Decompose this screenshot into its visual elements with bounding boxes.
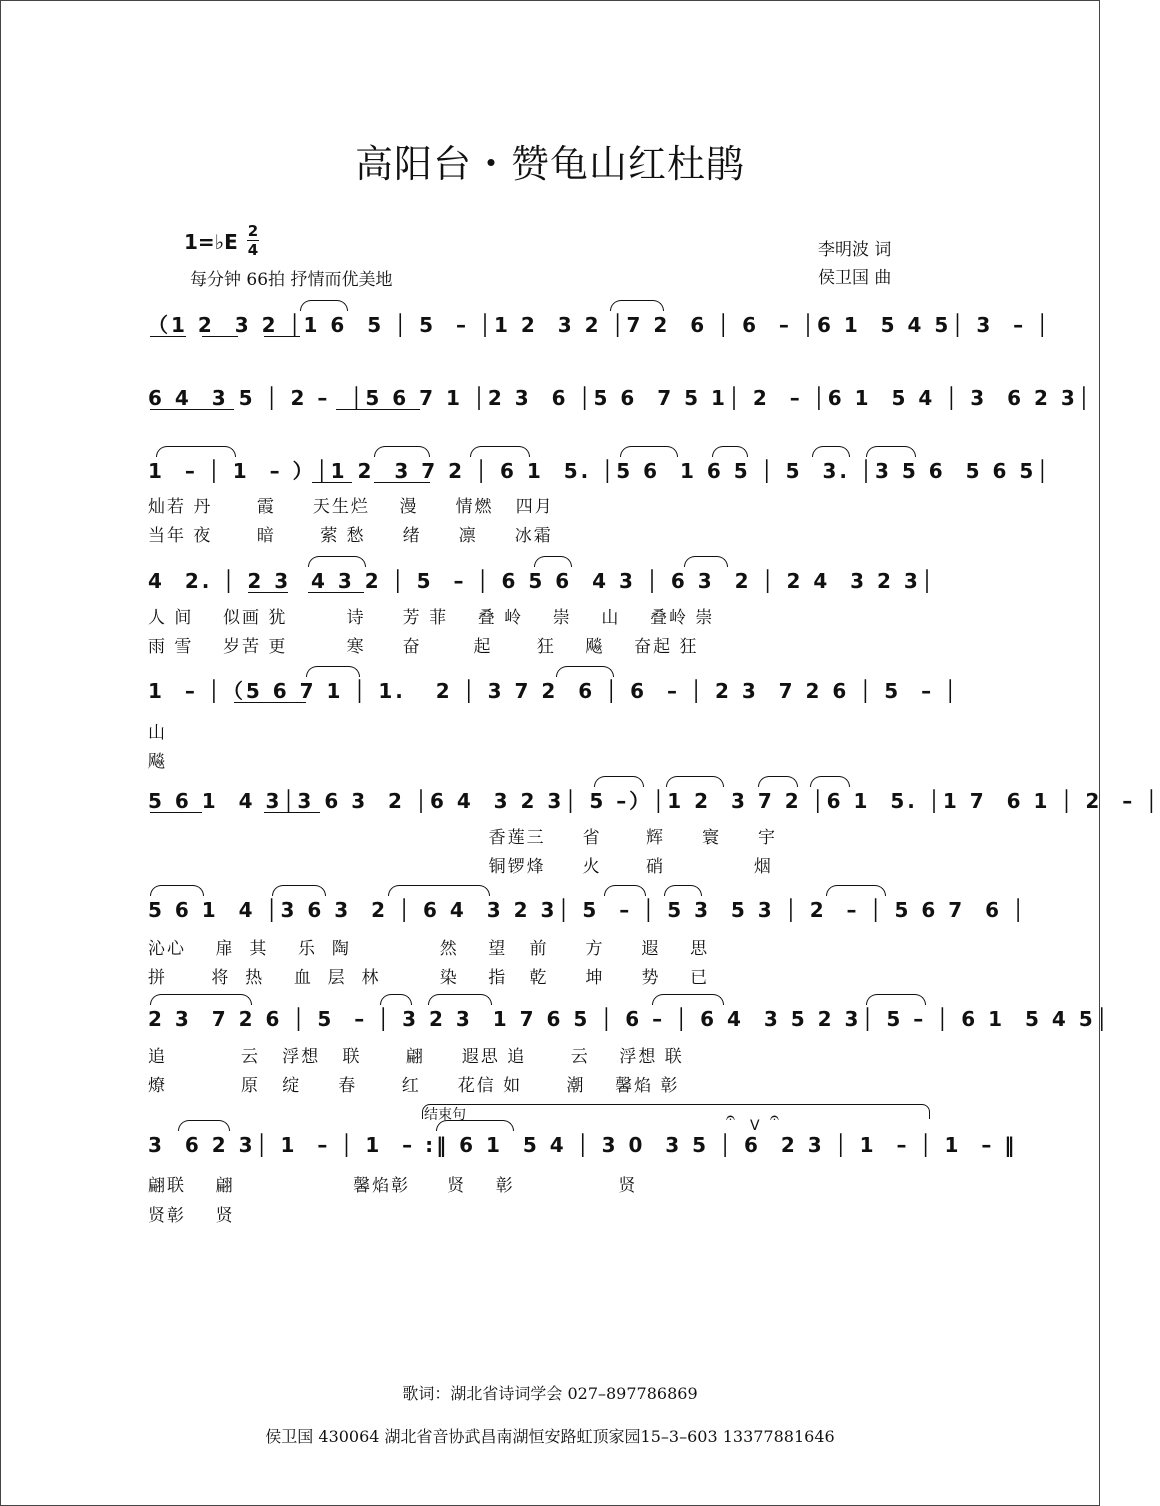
- slur: [666, 776, 724, 787]
- beam-line: [264, 336, 300, 337]
- slur: [652, 994, 724, 1005]
- notes-line: 1 – │（5 6 7 1 │ 1. 2 │ 3 7 2 6 │ 6 – │ 2 3 7 2 6 │ 5 – │: [148, 679, 960, 703]
- score-row-2: [148, 381, 1093, 415]
- notes-line: 1 – │ 1 – ）│1 2 3 7 2 │ 6 1 5. │5 6 1 6 5 │ 5 3. │3 5 6 5 6 5│: [148, 459, 1052, 483]
- lyricist-credit: 李明波 词: [818, 240, 892, 260]
- slur: [866, 994, 926, 1005]
- lyric-verse-2: 飚: [148, 752, 167, 772]
- score-row-8: [148, 1002, 1111, 1036]
- slur: [156, 446, 236, 457]
- slur: [620, 446, 678, 457]
- lyric-verse-2: 铜锣烽 火 硝 烟: [148, 857, 773, 877]
- lyric-verse-2: 雨 雪 岁苦 更 寒 奋 起 狂 飚 奋起 狂: [148, 637, 699, 657]
- lyric-verse-1: 山: [148, 723, 167, 743]
- slur: [826, 885, 886, 896]
- score-row-7: [148, 893, 1028, 927]
- beam-line: [202, 336, 238, 337]
- lyric-verse-2: 当年 夜 暗 萦 愁 绪 凛 冰霜: [148, 526, 553, 546]
- beam-line: [308, 592, 364, 593]
- footer-composer-contact: 侯卫国 430064 湖北省音协武昌南湖恒安路虹顶家园15–3–603 13377881646: [265, 1427, 835, 1446]
- lyric-verse-1: 翩联 翩 馨焰彰 贤 彰 贤: [148, 1176, 638, 1196]
- time-signature: [246, 222, 260, 259]
- slur: [594, 776, 644, 787]
- slur: [664, 885, 702, 896]
- notes-line: （1 2 3 2 │1 6 5 │ 5 – │1 2 3 2 │7 2 6 │ 6 – │6 1 5 4 5│ 3 – │: [148, 313, 1052, 337]
- slur: [388, 885, 490, 896]
- slur: [150, 994, 252, 1005]
- composer-credit: 侯卫国 曲: [818, 268, 892, 288]
- slur: [308, 556, 366, 567]
- slur: [712, 446, 748, 457]
- slur: [380, 994, 412, 1005]
- coda-bracket: [422, 1104, 930, 1119]
- slur: [374, 446, 430, 457]
- breath-mark: V: [750, 1118, 760, 1134]
- fermata-mark: 𝄐: [726, 1108, 735, 1127]
- slur: [810, 776, 850, 787]
- song-title: 高阳台・赞龟山红杜鹃: [354, 142, 745, 186]
- slur: [812, 446, 850, 457]
- lyric-verse-2: 拼 将 热 血 层 林 染 指 乾 坤 势 已: [148, 968, 710, 988]
- notes-line: 2 3 7 2 6 │ 5 – │ 3 2 3 1 7 6 5 │ 6 – │ 6 4 3 5 2 3│ 5 – │ 6 1 5 4 5│: [148, 1007, 1111, 1031]
- beam-line: [336, 409, 420, 410]
- lyric-verse-1: 追 云 浮想 联 翩 遐思 追 云 浮想 联: [148, 1047, 684, 1067]
- slur: [610, 300, 664, 311]
- lyric-verse-1: 香莲三 省 辉 寰 宇: [148, 828, 778, 848]
- notes-line: 5 6 1 4 3│3 6 3 2 │6 4 3 2 3│ 5 –）│1 2 3 7 2 │6 1 5. │1 7 6 1 │ 2 – │: [148, 789, 1160, 813]
- slur: [534, 556, 572, 567]
- lyric-verse-2: 贤彰 贤: [148, 1206, 235, 1226]
- time-signature-top: 2: [247, 222, 259, 240]
- beam-line: [374, 482, 430, 483]
- slur: [604, 885, 646, 896]
- beam-line: [248, 592, 288, 593]
- lyric-verse-1: 人 间 似画 犹 诗 芳 菲 叠 岭 崇 山 叠岭 崇: [148, 608, 715, 628]
- slur: [306, 666, 360, 677]
- footer-lyrics-contact: 歌词：湖北省诗词学会 027–897786869: [402, 1384, 698, 1403]
- slur: [556, 666, 614, 677]
- notes-line: 6 4 3 5 │ 2 – │5 6 7 1 │2 3 6 │5 6 7 5 1│ 2 – │6 1 5 4 │ 3 6 2 3│: [148, 386, 1093, 410]
- score-row-3: [148, 454, 1052, 488]
- lyric-verse-1: 沁心 扉 其 乐 陶 然 望 前 方 遐 思: [148, 939, 710, 959]
- slur: [178, 1120, 230, 1131]
- notes-line: 5 6 1 4 │3 6 3 2 │ 6 4 3 2 3│ 5 – │ 5 3 5 3 │ 2 – │ 5 6 7 6 │: [148, 898, 1028, 922]
- slur: [272, 885, 326, 896]
- slur: [150, 885, 204, 896]
- beam-line: [150, 336, 186, 337]
- slur: [684, 556, 728, 567]
- beam-line: [264, 812, 320, 813]
- notes-line: 3 6 2 3│ 1 – │ 1 – :‖ 6 1 5 4 │ 3 0 3 5 │ 6 2 3 │ 1 – │ 1 – ‖: [148, 1133, 1018, 1157]
- slur: [300, 300, 348, 311]
- slur: [428, 994, 492, 1005]
- fermata-mark: 𝄐: [770, 1108, 779, 1127]
- slur: [758, 776, 798, 787]
- coda-label: 结束句: [424, 1107, 466, 1123]
- beam-line: [150, 409, 234, 410]
- key-signature: 1=♭E: [184, 230, 238, 254]
- notes-line: 4 2. │ 2 3 4 3 2 │ 5 – │ 6 5 6 4 3 │ 6 3 2 │ 2 4 3 2 3│: [148, 569, 936, 593]
- slur: [866, 446, 916, 457]
- lyric-verse-2: 燎 原 绽 春 红 花信 如 潮 馨焰 彰: [148, 1076, 680, 1096]
- slur: [436, 1120, 514, 1131]
- time-signature-bottom: 4: [247, 241, 259, 259]
- beam-line: [312, 482, 352, 483]
- slur: [470, 446, 530, 457]
- score-row-9: [148, 1128, 1018, 1162]
- lyric-verse-1: 灿若 丹 霞 天生烂 漫 情燃 四月: [148, 497, 554, 517]
- tempo-marking: 每分钟 66拍 抒情而优美地: [190, 270, 393, 290]
- beam-line: [234, 702, 306, 703]
- beam-line: [150, 812, 202, 813]
